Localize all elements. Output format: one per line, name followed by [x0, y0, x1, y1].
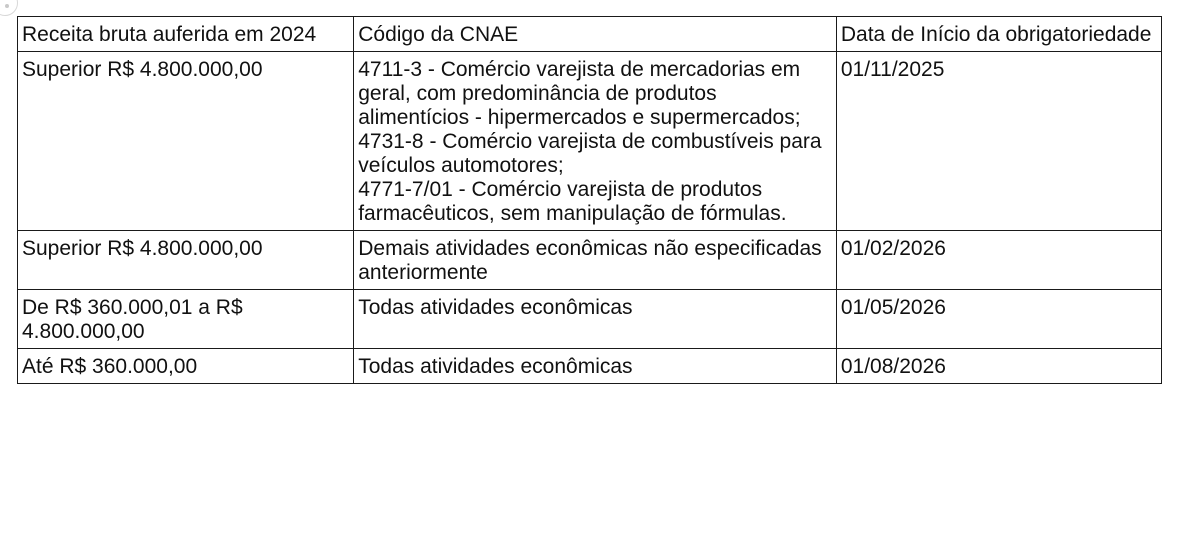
table-row [18, 52, 1162, 231]
start-date-cell: 01/05/2026 [836, 290, 1161, 349]
header-cnae-code: Código da CNAE [354, 17, 837, 52]
revenue-cell: Até R$ 360.000,00 [18, 349, 354, 384]
start-date-cell: 01/02/2026 [836, 231, 1161, 290]
cnae-entry: 4771-7/01 - Comércio varejista de produtos farmacêuticos, sem manipulação de fórmulas. [358, 178, 787, 225]
revenue-cell: De R$ 360.000,01 a R$ 4.800.000,00 [18, 290, 354, 349]
table-row [18, 231, 1162, 290]
corner-handle-icon [0, 0, 18, 16]
start-date-cell: 01/11/2025 [836, 52, 1161, 231]
cnae-entry: 4731-8 - Comércio varejista de combustíveis para veículos automotores; [358, 130, 822, 177]
obligation-schedule-table [17, 16, 1162, 384]
cnae-cell: Todas atividades econômicas [354, 349, 837, 384]
header-start-date: Data de Início da obrigatoriedade [836, 17, 1161, 52]
start-date-cell: 01/08/2026 [836, 349, 1161, 384]
cnae-cell: Todas atividades econômicas [354, 290, 837, 349]
table-header-row [18, 17, 1162, 52]
cnae-entry: 4711-3 - Comércio varejista de mercadorias em geral, com predominância de produtos alimentícios - hipermercados e supermercados; [358, 58, 801, 129]
table-row [18, 349, 1162, 384]
cnae-cell [354, 52, 837, 231]
table-row [18, 290, 1162, 349]
cnae-cell: Demais atividades econômicas não especificadas anteriormente [354, 231, 837, 290]
revenue-cell: Superior R$ 4.800.000,00 [18, 231, 354, 290]
header-revenue: Receita bruta auferida em 2024 [18, 17, 354, 52]
revenue-cell: Superior R$ 4.800.000,00 [18, 52, 354, 231]
